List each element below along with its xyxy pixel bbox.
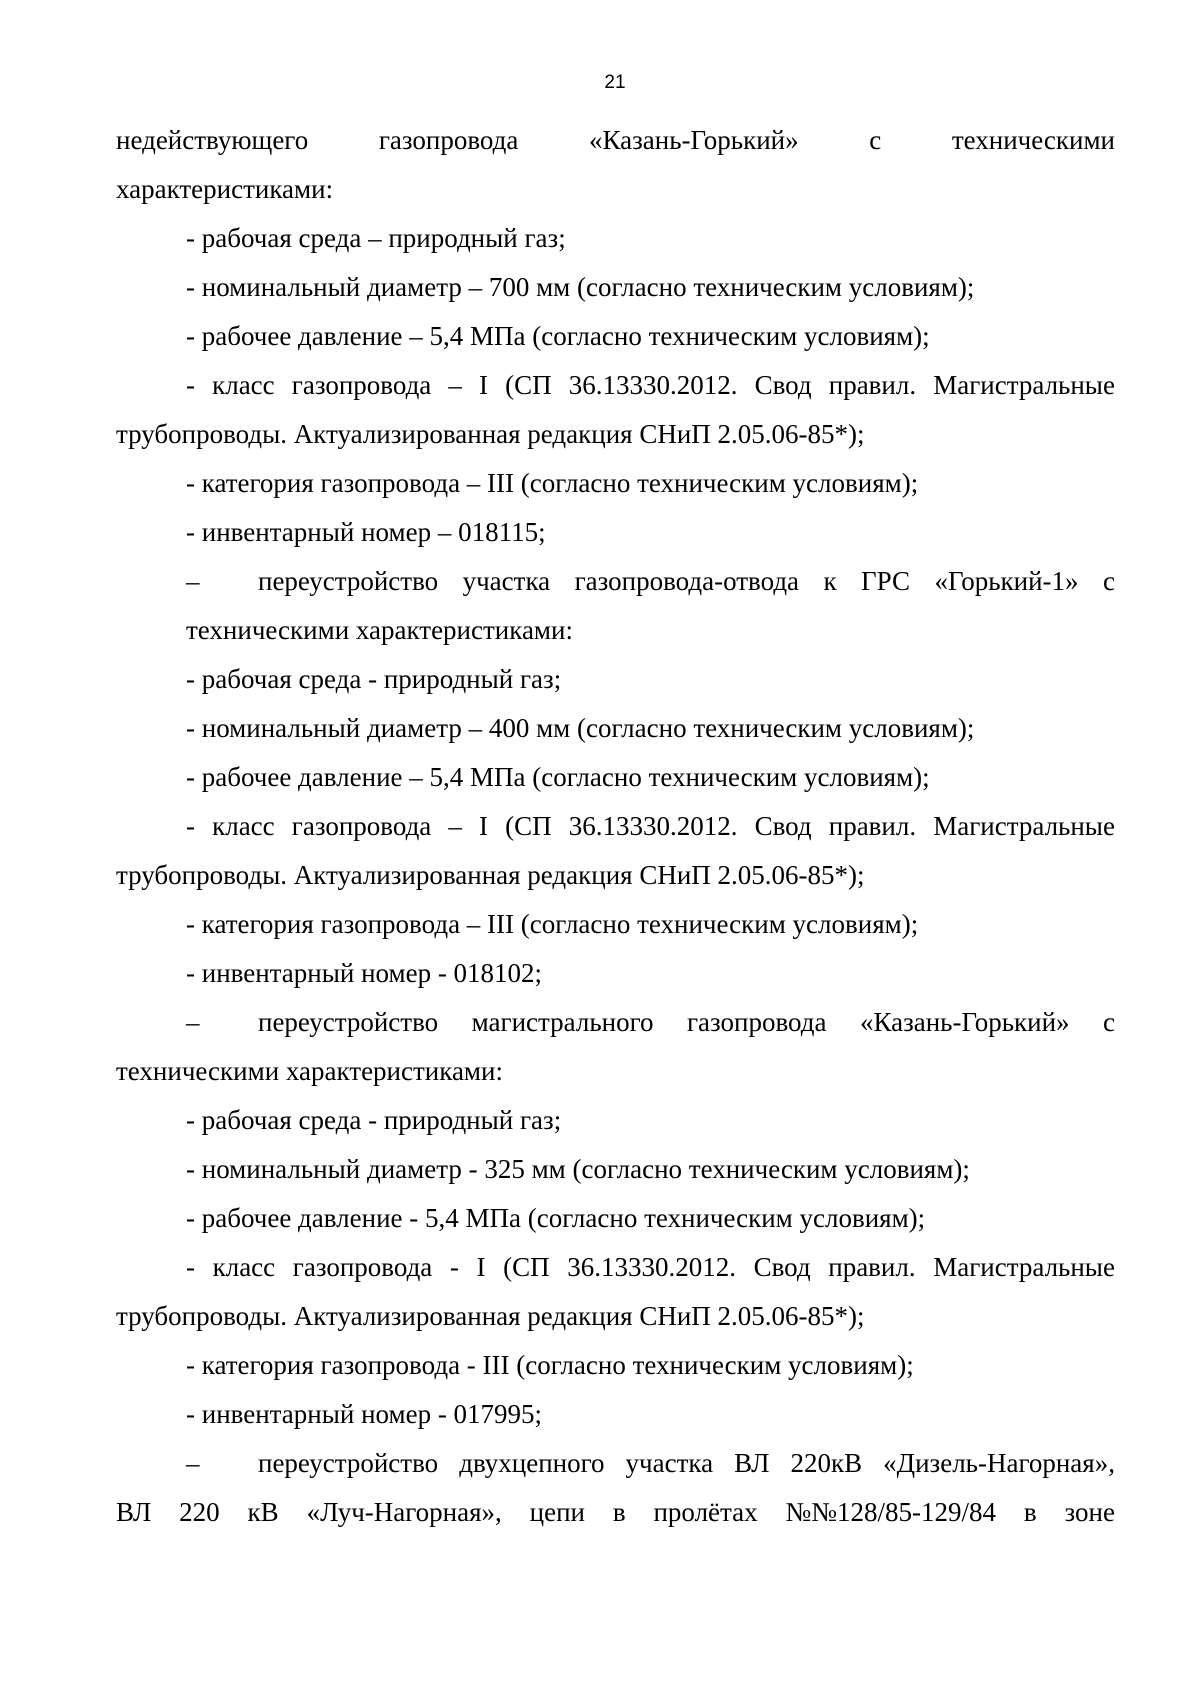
word: №№128/85-129/84 [785, 1497, 997, 1527]
text-line [116, 508, 1115, 557]
page-number: 21 [604, 72, 626, 93]
line-text [256, 998, 1115, 1047]
line-text: характеристиками: [116, 174, 334, 204]
word: – [448, 811, 462, 841]
line-text: - инвентарный номер - 018102; [186, 958, 543, 988]
line-text: - рабочее давление – 5,4 МПа (согласно техническим условиям); [186, 321, 930, 351]
word: (СП [505, 811, 552, 841]
text-line [116, 1439, 1115, 1488]
list-dash: – [186, 1007, 200, 1037]
word: ВЛ [116, 1497, 152, 1527]
line-text: - инвентарный номер – 018115; [186, 517, 546, 547]
text-line [116, 1096, 1115, 1145]
text-line [116, 312, 1115, 361]
line-text: - номинальный диаметр – 700 мм (согласно техническим условиям); [186, 272, 975, 302]
text-line [116, 1341, 1115, 1390]
line-text [256, 557, 1115, 606]
text-line [116, 753, 1115, 802]
text-line [116, 263, 1115, 312]
word: «Луч-Нагорная», [306, 1497, 502, 1527]
word: – [448, 370, 462, 400]
word: Свод [754, 370, 812, 400]
word: недействующего [116, 125, 309, 155]
word: к [823, 566, 837, 596]
text-line [116, 949, 1115, 998]
word: 36.13330.2012. [568, 370, 738, 400]
word: газопровода [291, 811, 432, 841]
text-line [116, 410, 1115, 459]
word: - [186, 811, 195, 841]
word: I [479, 811, 489, 841]
word: «Казань-Горький» [859, 1007, 1070, 1037]
word: 36.13330.2012. [567, 1252, 736, 1282]
line-text: трубопроводы. Актуализированная редакция СНиП 2.05.06-85*); [116, 419, 865, 449]
line-text: - категория газопровода – III (согласно техническим условиям); [186, 909, 919, 939]
word: магистрального [471, 1007, 654, 1037]
word: переустройство [258, 1448, 439, 1478]
word: «Дизель-Нагорная», [883, 1448, 1115, 1478]
word: переустройство [258, 1007, 439, 1037]
word: зоне [1064, 1497, 1115, 1527]
list-dash: – [186, 1448, 200, 1478]
word: (СП [505, 370, 552, 400]
line-text: - рабочее давление - 5,4 МПа (согласно техническим условиям); [186, 1203, 926, 1233]
word: с [1103, 1007, 1115, 1037]
word: Свод [753, 1252, 811, 1282]
word: двухцепного [459, 1448, 605, 1478]
word: Магистральные [933, 370, 1115, 400]
line-text: - рабочая среда - природный газ; [186, 664, 562, 694]
text-line [116, 361, 1115, 410]
word: правил. [828, 1252, 916, 1282]
word: - [449, 1252, 459, 1282]
word: участка [625, 1448, 714, 1478]
text-line [116, 557, 1115, 606]
word: участка [462, 566, 551, 596]
text-line [116, 1488, 1115, 1537]
word: Магистральные [933, 1252, 1115, 1282]
word: 220кВ [790, 1448, 863, 1478]
word: Магистральные [933, 811, 1115, 841]
word: кВ [247, 1497, 279, 1527]
text-line [116, 900, 1115, 949]
line-text [256, 1439, 1115, 1488]
word: в [612, 1497, 626, 1527]
line-text: техническими характеристиками: [116, 1056, 503, 1086]
word: ГРС [861, 566, 911, 596]
word: класс [212, 370, 275, 400]
text-line [116, 1292, 1115, 1341]
word: «Казань-Горький» [589, 125, 799, 155]
line-text: трубопроводы. Актуализированная редакция СНиП 2.05.06-85*); [116, 860, 865, 890]
line-text: трубопроводы. Актуализированная редакция СНиП 2.05.06-85*); [116, 1301, 865, 1331]
word: - [186, 370, 195, 400]
line-text: - категория газопровода - III (согласно техническим условиям); [186, 1350, 914, 1380]
word: газопровода-отвода [574, 566, 800, 596]
word: класс [212, 1252, 276, 1282]
word: с [869, 125, 882, 155]
line-text: - рабочая среда – природный газ; [186, 223, 566, 253]
text-line [116, 1194, 1115, 1243]
word: техническими [951, 125, 1115, 155]
word: 220 [179, 1497, 220, 1527]
word: I [476, 1252, 486, 1282]
word: правил. [828, 370, 917, 400]
word: «Горький-1» [934, 566, 1079, 596]
word: переустройство [258, 566, 439, 596]
word: класс [212, 811, 275, 841]
list-dash: – [186, 566, 200, 596]
text-line [116, 459, 1115, 508]
word: Свод [754, 811, 812, 841]
text-line [116, 116, 1115, 165]
word: 36.13330.2012. [568, 811, 738, 841]
word: газопровода [292, 1252, 433, 1282]
line-text: - рабочая среда - природный газ; [186, 1105, 562, 1135]
document-body [116, 116, 1115, 1537]
text-line [116, 704, 1115, 753]
word: с [1102, 566, 1115, 596]
word: газопровода [291, 370, 432, 400]
text-line [116, 214, 1115, 263]
text-line [116, 1390, 1115, 1439]
text-line [116, 851, 1115, 900]
word: газопровода [686, 1007, 827, 1037]
word: I [479, 370, 489, 400]
text-line [116, 606, 1115, 655]
word: правил. [828, 811, 917, 841]
word: пролётах [653, 1497, 758, 1527]
word: - [186, 1252, 195, 1282]
line-text: - номинальный диаметр - 325 мм (согласно техническим условиям); [186, 1154, 970, 1184]
line-text: - инвентарный номер - 017995; [186, 1399, 543, 1429]
word: цепи [529, 1497, 585, 1527]
text-line [116, 802, 1115, 851]
text-line [116, 1243, 1115, 1292]
text-line [116, 1145, 1115, 1194]
line-text: - категория газопровода – III (согласно техническим условиям); [186, 468, 919, 498]
line-text: техническими характеристиками: [186, 615, 573, 645]
text-line [116, 655, 1115, 704]
word: ВЛ [734, 1448, 770, 1478]
text-line [116, 998, 1115, 1047]
word: (СП [503, 1252, 550, 1282]
word: в [1023, 1497, 1037, 1527]
line-text: - номинальный диаметр – 400 мм (согласно техническим условиям); [186, 713, 975, 743]
text-line [116, 165, 1115, 214]
text-line [116, 1047, 1115, 1096]
word: газопровода [378, 125, 519, 155]
line-text: - рабочее давление – 5,4 МПа (согласно техническим условиям); [186, 762, 930, 792]
